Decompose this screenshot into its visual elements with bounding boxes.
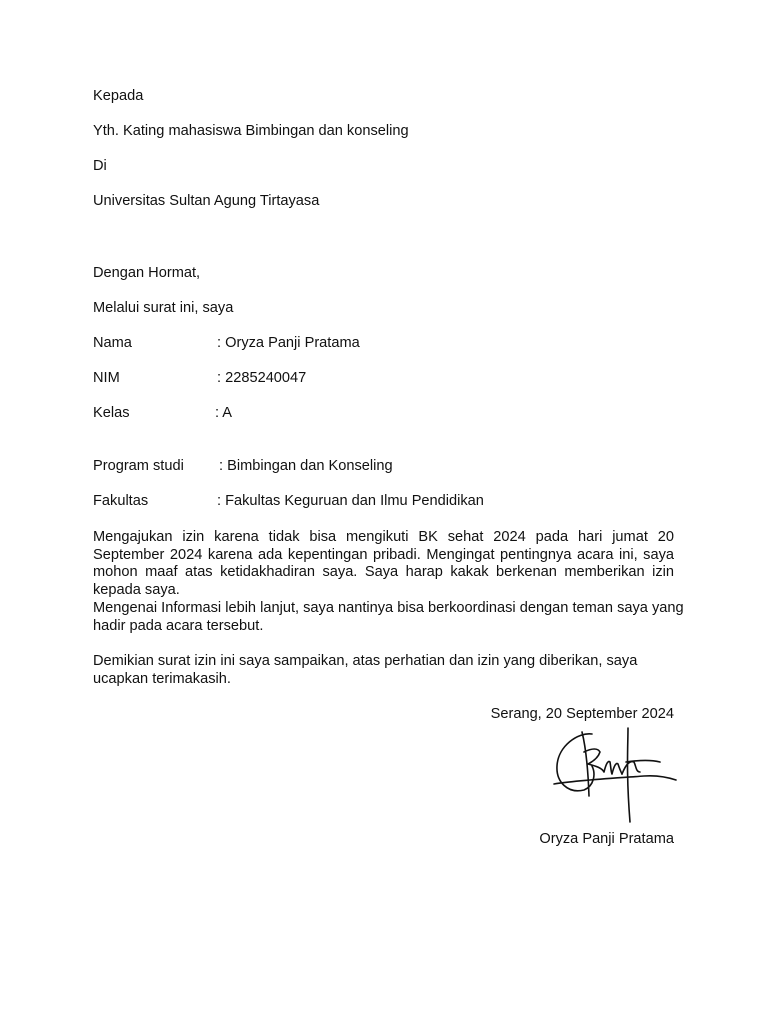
greeting: Dengan Hormat, (93, 265, 201, 281)
signature-stroke-crossbar (626, 761, 660, 763)
nama-label: Nama (93, 335, 132, 351)
nama-value: : Oryza Panji Pratama (217, 335, 360, 351)
prodi-value: : Bimbingan dan Konseling (219, 458, 393, 474)
signature-stroke-letters (584, 749, 622, 774)
handwritten-signature (548, 722, 682, 826)
body-paragraph-2-line-2: hadir pada acara tersebut. (93, 618, 264, 634)
nim-value: : 2285240047 (217, 370, 307, 386)
signature-stroke-vertical-2 (628, 728, 631, 822)
nim-label: NIM (93, 370, 120, 386)
fakultas-value: : Fakultas Keguruan dan Ilmu Pendidikan (217, 493, 484, 509)
recipient-addressee: Yth. Kating mahasiswa Bimbingan dan konseling (93, 123, 409, 139)
prodi-label: Program studi (93, 458, 184, 474)
recipient-di: Di (93, 158, 107, 174)
signature-stroke-underline (554, 776, 676, 784)
kelas-label: Kelas (93, 405, 130, 421)
place-date: Serang, 20 September 2024 (490, 706, 674, 722)
body-paragraph-2-line-1: Mengenai Informasi lebih lanjut, saya nantinya bisa berkoordinasi dengan teman saya yang (93, 600, 684, 616)
signer-name: Oryza Panji Pratama (539, 831, 674, 847)
recipient-salutation: Kepada (93, 88, 144, 104)
intro-line: Melalui surat ini, saya (93, 300, 234, 316)
kelas-value: : A (215, 405, 233, 421)
signature-stroke-tail (622, 762, 640, 775)
recipient-institution: Universitas Sultan Agung Tirtayasa (93, 193, 320, 209)
fakultas-label: Fakultas (93, 493, 149, 509)
body-paragraph-1: Mengajukan izin karena tidak bisa mengikuti BK sehat 2024 pada hari jumat 20 September 2024 karena ada kepentingan pribadi. Mengingat pentingnya acara ini, saya mohon maaf atas ketidakhadiran saya. Saya harap kakak berkenan memberikan izin kepada saya. (93, 529, 674, 598)
body-paragraph-3-line-1: Demikian surat izin ini saya sampaikan, atas perhatian dan izin yang diberikan, saya (93, 653, 638, 669)
body-paragraph-3-line-2: ucapkan terimakasih. (93, 671, 231, 687)
